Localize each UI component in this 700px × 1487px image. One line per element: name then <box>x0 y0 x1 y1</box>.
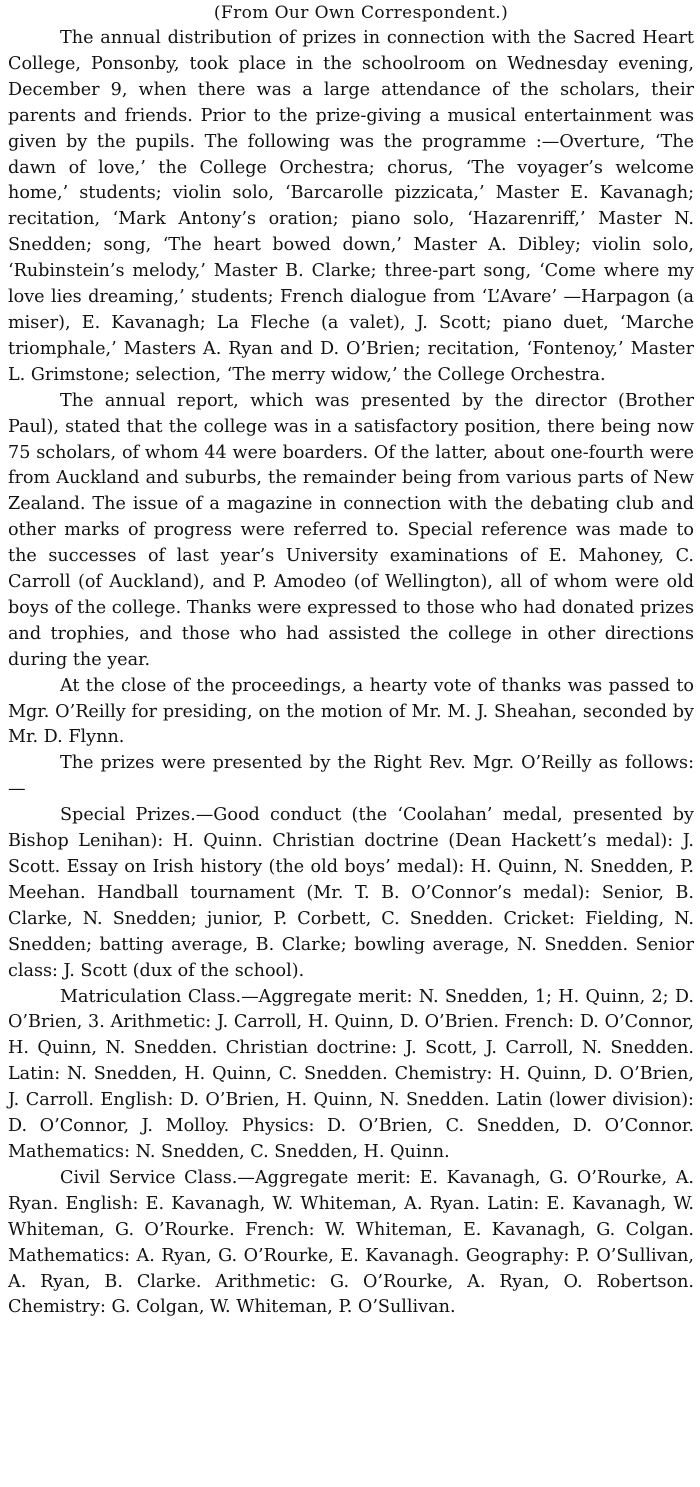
paragraph-annual-report: The annual report, which was presented by the director (Brother Paul), stated that the college was in a satisfactory position, there being now 75 scholars, of whom 44 were boarders. Of the latter, about one-fourth were from Auckland and suburbs, the remainder being from various parts of New Zealand. The issue of a magazine in connection with the debating club and other marks of progress were referred to. Special reference was made to the successes of last year’s University examinations of E. Mahoney, C. Carroll (of Auckland), and P. Amodeo (of Wellington), all of whom were old boys of the college. Thanks were expressed to those who had donated prizes and trophies, and those who had assisted the college in other directions during the year. <box>8 390 694 670</box>
byline: (From Our Own Correspondent.) <box>213 3 509 23</box>
paragraph-civil-service-class: Civil Service Class.—Aggregate merit: E. Kavanagh, G. O’Rourke, A. Ryan. English: E. Kavanagh, W. Whiteman, A. Ryan. Latin: E. Kavanagh, W. Whiteman, G. O’Rourke. French: W. Whiteman, E. Kavanagh, G. Colgan. Mathematics: A. Ryan, G. O’Rourke, E. Kavanagh. Geography: P. O’Sullivan, A. Ryan, B. Clarke. Arithmetic: G. O’Rourke, A. Ryan, O. Robertson. Chemistry: G. Colgan, W. Whiteman, P. O’Sullivan. <box>8 1167 694 1318</box>
article-body <box>8 26 694 1321</box>
paragraph-programme: The annual distribution of prizes in connection with the Sacred Heart College, Ponsonby, took place in the schoolroom on Wednesday evening, December 9, when there was a large attendance of the scholars, their parents and friends. Prior to the prize-giving a musical entertainment was given by the pupils. The following was the programme :—Overture, ‘The dawn of love,’ the College Orchestra; chorus, ‘The voyager’s welcome home,’ students; violin solo, ‘Barcarolle pizzicata,’ Master E. Kavanagh; recitation, ‘Mark Antony’s oration; piano solo, ‘Hazarenriff,’ Master N. Snedden; song, ‘The heart bowed down,’ Master A. Dibley; violin solo, ‘Rubinstein’s melody,’ Master B. Clarke; three-part song, ‘Come where my love lies dreaming,’ students; French dialogue from ‘L’Avare’ —Harpagon (a miser), E. Kavanagh; La Fleche (a valet), J. Scott; piano duet, ‘Marche triomphale,’ Masters A. Ryan and D. O’Brien; recitation, ‘Fontenoy,’ Master L. Grimstone; selection, ‘The merry widow,’ the College Orchestra. <box>8 28 694 385</box>
paragraph-vote-of-thanks: At the close of the proceedings, a hearty vote of thanks was passed to Mgr. O’Reilly for presiding, on the motion of Mr. M. J. Sheahan, seconded by Mr. D. Flynn. <box>8 675 694 748</box>
paragraph-matriculation-class: Matriculation Class.—Aggregate merit: N. Snedden, 1; H. Quinn, 2; D. O’Brien, 3. Arithmetic: J. Carroll, H. Quinn, D. O’Brien. French: D. O’Connor, H. Quinn, N. Snedden. Christian doctrine: J. Scott, J. Carroll, N. Snedden. Latin: N. Snedden, H. Quinn, C. Snedden. Chemistry: H. Quinn, D. O’Brien, J. Carroll. English: D. O’Brien, H. Quinn, N. Snedden. Latin (lower division): D. O’Connor, J. Molloy. Physics: D. O’Brien, C. Snedden, D. O’Connor. Mathematics: N. Snedden, C. Snedden, H. Quinn. <box>8 986 694 1162</box>
paragraph-special-prizes: Special Prizes.—Good conduct (the ‘Coolahan’ medal, presented by Bishop Lenihan): H. Quinn. Christian doctrine (Dean Hackett’s medal): J. Scott. Essay on Irish history (the old boys’ medal): H. Quinn, N. Snedden, P. Meehan. Handball tournament (Mr. T. B. O’Connor’s medal): Senior, B. Clarke, N. Snedden; junior, P. Corbett, C. Snedden. Cricket: Fielding, N. Snedden; batting average, B. Clarke; bowling average, N. Snedden. Senior class: J. Scott (dux of the school). <box>8 805 694 981</box>
paragraph-prizes-intro: The prizes were presented by the Right Rev. Mgr. O’Reilly as follows:— <box>8 753 694 800</box>
